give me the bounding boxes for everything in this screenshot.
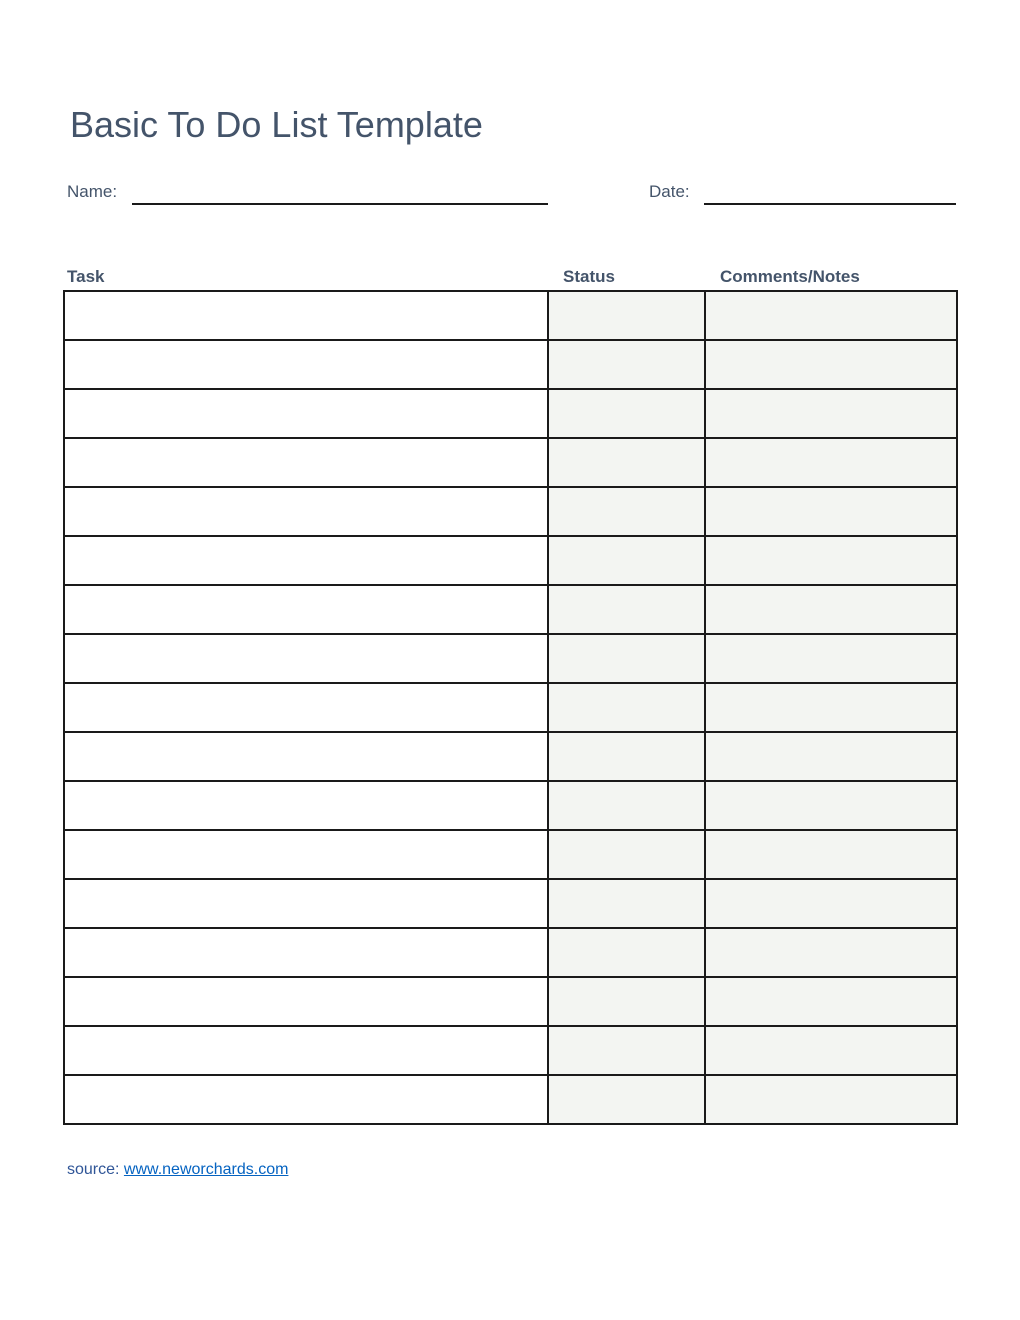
status-cell[interactable] bbox=[548, 438, 705, 487]
source-label: source: bbox=[67, 1161, 120, 1178]
status-cell[interactable] bbox=[548, 340, 705, 389]
table-row bbox=[64, 1075, 957, 1124]
table-row bbox=[64, 291, 957, 340]
task-column-header: Task bbox=[67, 267, 105, 286]
notes-cell[interactable] bbox=[705, 536, 957, 585]
todo-table bbox=[63, 290, 958, 1125]
name-label: Name: bbox=[67, 182, 118, 201]
table-row bbox=[64, 879, 957, 928]
status-cell[interactable] bbox=[548, 585, 705, 634]
task-cell[interactable] bbox=[64, 438, 548, 487]
notes-cell[interactable] bbox=[705, 1026, 957, 1075]
notes-cell[interactable] bbox=[705, 781, 957, 830]
status-cell[interactable] bbox=[548, 291, 705, 340]
status-cell[interactable] bbox=[548, 830, 705, 879]
task-cell[interactable] bbox=[64, 732, 548, 781]
table-row bbox=[64, 683, 957, 732]
table-row bbox=[64, 1026, 957, 1075]
status-cell[interactable] bbox=[548, 1026, 705, 1075]
table-row bbox=[64, 928, 957, 977]
date-label: Date: bbox=[649, 182, 690, 201]
status-cell[interactable] bbox=[548, 781, 705, 830]
source-link[interactable]: www.neworchards.com bbox=[123, 1161, 289, 1178]
date-field[interactable] bbox=[704, 203, 956, 205]
notes-cell[interactable] bbox=[705, 1075, 957, 1124]
notes-cell[interactable] bbox=[705, 977, 957, 1026]
notes-cell[interactable] bbox=[705, 389, 957, 438]
notes-cell[interactable] bbox=[705, 634, 957, 683]
status-cell[interactable] bbox=[548, 928, 705, 977]
status-cell[interactable] bbox=[548, 879, 705, 928]
table-row bbox=[64, 830, 957, 879]
task-cell[interactable] bbox=[64, 928, 548, 977]
table-row bbox=[64, 781, 957, 830]
task-cell[interactable] bbox=[64, 585, 548, 634]
status-cell[interactable] bbox=[548, 683, 705, 732]
table-row bbox=[64, 634, 957, 683]
task-cell[interactable] bbox=[64, 781, 548, 830]
table-row bbox=[64, 977, 957, 1026]
notes-cell[interactable] bbox=[705, 585, 957, 634]
status-column-header: Status bbox=[563, 267, 615, 286]
table-row bbox=[64, 585, 957, 634]
task-cell[interactable] bbox=[64, 683, 548, 732]
table-row bbox=[64, 536, 957, 585]
table-row bbox=[64, 732, 957, 781]
notes-column-header: Comments/Notes bbox=[720, 267, 860, 286]
table-row bbox=[64, 438, 957, 487]
status-cell[interactable] bbox=[548, 1075, 705, 1124]
notes-cell[interactable] bbox=[705, 291, 957, 340]
notes-cell[interactable] bbox=[705, 340, 957, 389]
task-cell[interactable] bbox=[64, 634, 548, 683]
status-cell[interactable] bbox=[548, 732, 705, 781]
status-cell[interactable] bbox=[548, 487, 705, 536]
notes-cell[interactable] bbox=[705, 438, 957, 487]
notes-cell[interactable] bbox=[705, 830, 957, 879]
task-cell[interactable] bbox=[64, 1075, 548, 1124]
task-cell[interactable] bbox=[64, 1026, 548, 1075]
table-row bbox=[64, 340, 957, 389]
task-cell[interactable] bbox=[64, 487, 548, 536]
table-row bbox=[64, 487, 957, 536]
task-cell[interactable] bbox=[64, 977, 548, 1026]
todo-table-body bbox=[64, 291, 957, 1124]
notes-cell[interactable] bbox=[705, 879, 957, 928]
notes-cell[interactable] bbox=[705, 928, 957, 977]
name-field[interactable] bbox=[132, 203, 548, 205]
status-cell[interactable] bbox=[548, 389, 705, 438]
notes-cell[interactable] bbox=[705, 487, 957, 536]
task-cell[interactable] bbox=[64, 536, 548, 585]
notes-cell[interactable] bbox=[705, 732, 957, 781]
status-cell[interactable] bbox=[548, 634, 705, 683]
table-row bbox=[64, 389, 957, 438]
status-cell[interactable] bbox=[548, 977, 705, 1026]
notes-cell[interactable] bbox=[705, 683, 957, 732]
source-line bbox=[67, 1161, 288, 1179]
task-cell[interactable] bbox=[64, 830, 548, 879]
task-cell[interactable] bbox=[64, 389, 548, 438]
task-cell[interactable] bbox=[64, 879, 548, 928]
status-cell[interactable] bbox=[548, 536, 705, 585]
task-cell[interactable] bbox=[64, 340, 548, 389]
task-cell[interactable] bbox=[64, 291, 548, 340]
page-title: Basic To Do List Template bbox=[70, 104, 483, 145]
